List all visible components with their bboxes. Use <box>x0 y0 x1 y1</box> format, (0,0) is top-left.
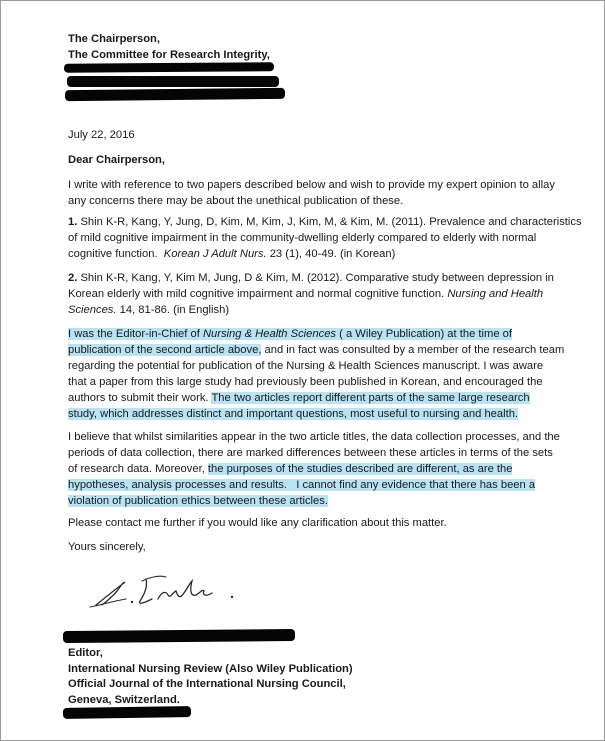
reference-number: 2. <box>68 272 78 284</box>
highlighted-text: the purposes of the studies described are different, as are the <box>207 463 513 475</box>
reference-1 <box>68 214 582 262</box>
highlighted-text: violation of publication ethics between these articles. <box>68 495 328 507</box>
para-text: authors to submit their work. <box>68 392 212 404</box>
para-text: I was the Editor-in-Chief of <box>68 328 203 340</box>
redaction-bar <box>63 706 191 719</box>
reference-text: Shin K-R, Kang, Y, Jung, D, Kim, M, Kim, J, Kim, M, & Kim, M. (2011). Prevalence and characteristics <box>80 216 582 228</box>
recipient-block <box>68 31 558 63</box>
reference-text: Shin K-R, Kang, Y, Kim M, Jung, D & Kim, M. (2012). Comparative study between depression in <box>80 272 554 284</box>
para-text: that a paper from this large study had previously been published in Korean, and encouraged the <box>68 376 543 388</box>
reference-text: 23 (1), 40-49. (in Korean) <box>266 248 396 260</box>
reference-text: 14, 81-86. (in English) <box>116 304 230 316</box>
highlighted-text: publication of the second article above, <box>68 344 262 356</box>
redaction-bar <box>63 629 295 643</box>
para-text: I cannot find any evidence that there has been a <box>296 479 536 491</box>
letter-date: July 22, 2016 <box>68 129 135 141</box>
reference-text: cognitive function. <box>68 248 158 260</box>
journal-name: Nursing and Health <box>447 288 544 300</box>
intro-line: I write with reference to two papers described below and wish to provide my expert opinion to allay <box>68 179 555 191</box>
signatory-location: Geneva, Switzerland. <box>68 693 180 706</box>
para-text: and in fact was consulted by a member of the research team <box>261 344 565 356</box>
signature-image <box>66 561 256 621</box>
highlighted-text <box>68 328 512 340</box>
highlighted-text <box>68 479 535 491</box>
reference-number: 1. <box>68 216 78 228</box>
recipient-title: The Chairperson, <box>68 33 161 45</box>
para-text: I believe that whilst similarities appear in the two article titles, the data collection processes, and the <box>68 431 560 443</box>
reference-2 <box>68 270 558 318</box>
para-text: ( a Wiley Publication) at the time of <box>336 328 512 340</box>
journal-name: Korean J Adult Nurs. <box>163 248 267 260</box>
signatory-block <box>68 646 558 708</box>
para-text: hypotheses, analysis processes and results. <box>68 479 287 491</box>
para-text: periods of data collection, there are marked differences between these articles in terms of the sets <box>68 447 553 459</box>
opinion-paragraph <box>68 429 558 509</box>
journal-name: Nursing & Health Sciences <box>202 328 337 340</box>
para-text: of research data. Moreover, <box>68 463 208 475</box>
intro-line: any concerns there may be about the unethical publication of these. <box>68 195 404 207</box>
para-text: regarding the potential for publication of the Nursing & Health Sciences manuscript. I was aware <box>68 360 544 372</box>
signatory-role: Editor, <box>68 647 103 659</box>
intro-paragraph <box>68 177 558 209</box>
journal-name: Sciences. <box>68 304 117 316</box>
contact-line: Please contact me further if you would like any clarification about this matter. <box>68 517 447 529</box>
reference-text: Korean elderly with mild cognitive impairment and normal cognitive function. <box>68 288 445 300</box>
recipient-committee: The Committee for Research Integrity, <box>68 49 270 61</box>
redaction-bar <box>65 88 285 101</box>
para-text <box>287 479 296 491</box>
signatory-affiliation: Official Journal of the International Nursing Council, <box>68 678 346 690</box>
editor-paragraph <box>68 326 565 422</box>
closing: Yours sincerely, <box>68 541 146 553</box>
highlighted-text: The two articles report different parts of the same large research <box>211 392 530 404</box>
redaction-bar <box>64 62 274 72</box>
salutation: Dear Chairperson, <box>68 154 165 166</box>
signatory-journal: International Nursing Review (Also Wiley Publication) <box>68 662 353 675</box>
reference-text: of mild cognitive impairment in the community-dwelling elderly compared to elderly with normal <box>68 232 537 244</box>
redaction-bar <box>67 76 279 87</box>
highlighted-text: study, which addresses distinct and important questions, most useful to nursing and health. <box>68 408 519 420</box>
signature-icon <box>66 561 256 621</box>
